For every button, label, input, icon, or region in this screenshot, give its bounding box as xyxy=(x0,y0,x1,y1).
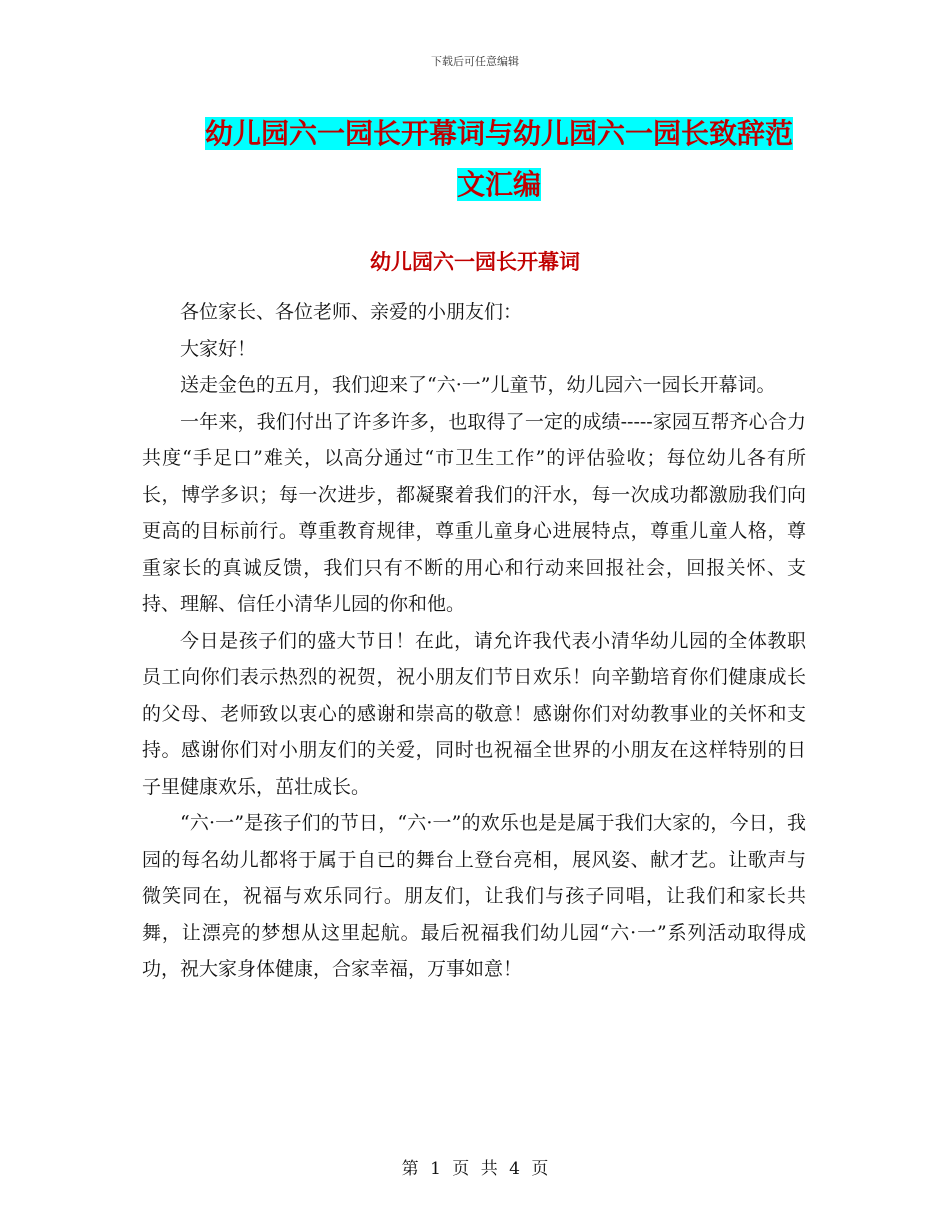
section-title: 幼儿园六一园长开幕词 xyxy=(370,250,580,274)
paragraph-greeting: 各位家长、各位老师、亲爱的小朋友们： xyxy=(180,301,523,323)
paragraph-achievements: 一年来，我们付出了许多许多，也取得了一定的成绩-----家园互帮齐心合力共度“手足口”难关，以高分通过“市卫生工作”的评估验收；每位幼儿各有所长，博学多识；每一次进步，都凝聚着我们的汗水，每一次成功都激励我们向更高的目标前行。尊重教育规律，尊重儿童身心进展特点，尊重儿童人格，尊重家长的真诚反馈，我们只有不断的用心和行动来回报社会，回报关怀、支持、理解、信任小清华儿园的你和他。 xyxy=(142,410,806,615)
page-footer: 第 1 页 共 4 页 xyxy=(401,1159,549,1179)
paragraph-intro: 送走金色的五月，我们迎来了“六·一”儿童节，幼儿园六一园长开幕词。 xyxy=(180,374,776,396)
page-header-note: 下载后可任意编辑 xyxy=(431,55,519,68)
paragraph-congratulations: 今日是孩子们的盛大节日！在此，请允许我代表小清华幼儿园的全体教职员工向你们表示热烈的祝贺，祝小朋友们节日欢乐！向辛勤培育你们健康成长的父母、老师致以衷心的感谢和崇高的敬意！感谢你们对幼教事业的关怀和支持。感谢你们对小朋友们的关爱，同时也祝福全世界的小朋友在这样特别的日子里健康欢乐，茁壮成长。 xyxy=(142,629,806,798)
body-text xyxy=(142,294,806,988)
document-title-text: 幼儿园六一园长开幕词与幼儿园六一园长致辞范文汇编 xyxy=(204,117,793,201)
paragraph-closing: “六·一”是孩子们的节日，“六·一”的欢乐也是是属于我们大家的，今日，我园的每名幼儿都将于属于自已的舞台上登台亮相，展风姿、献才艺。让歌声与微笑同在，祝福与欢乐同行。朋友们，让我们与孩子同唱，让我们和家长共舞，让漂亮的梦想从这里起航。最后祝福我们幼儿园“六·一”系列活动取得成功，祝大家身体健康，合家幸福，万事如意！ xyxy=(142,812,806,980)
document-title xyxy=(193,108,805,210)
paragraph-hello: 大家好！ xyxy=(180,337,257,360)
